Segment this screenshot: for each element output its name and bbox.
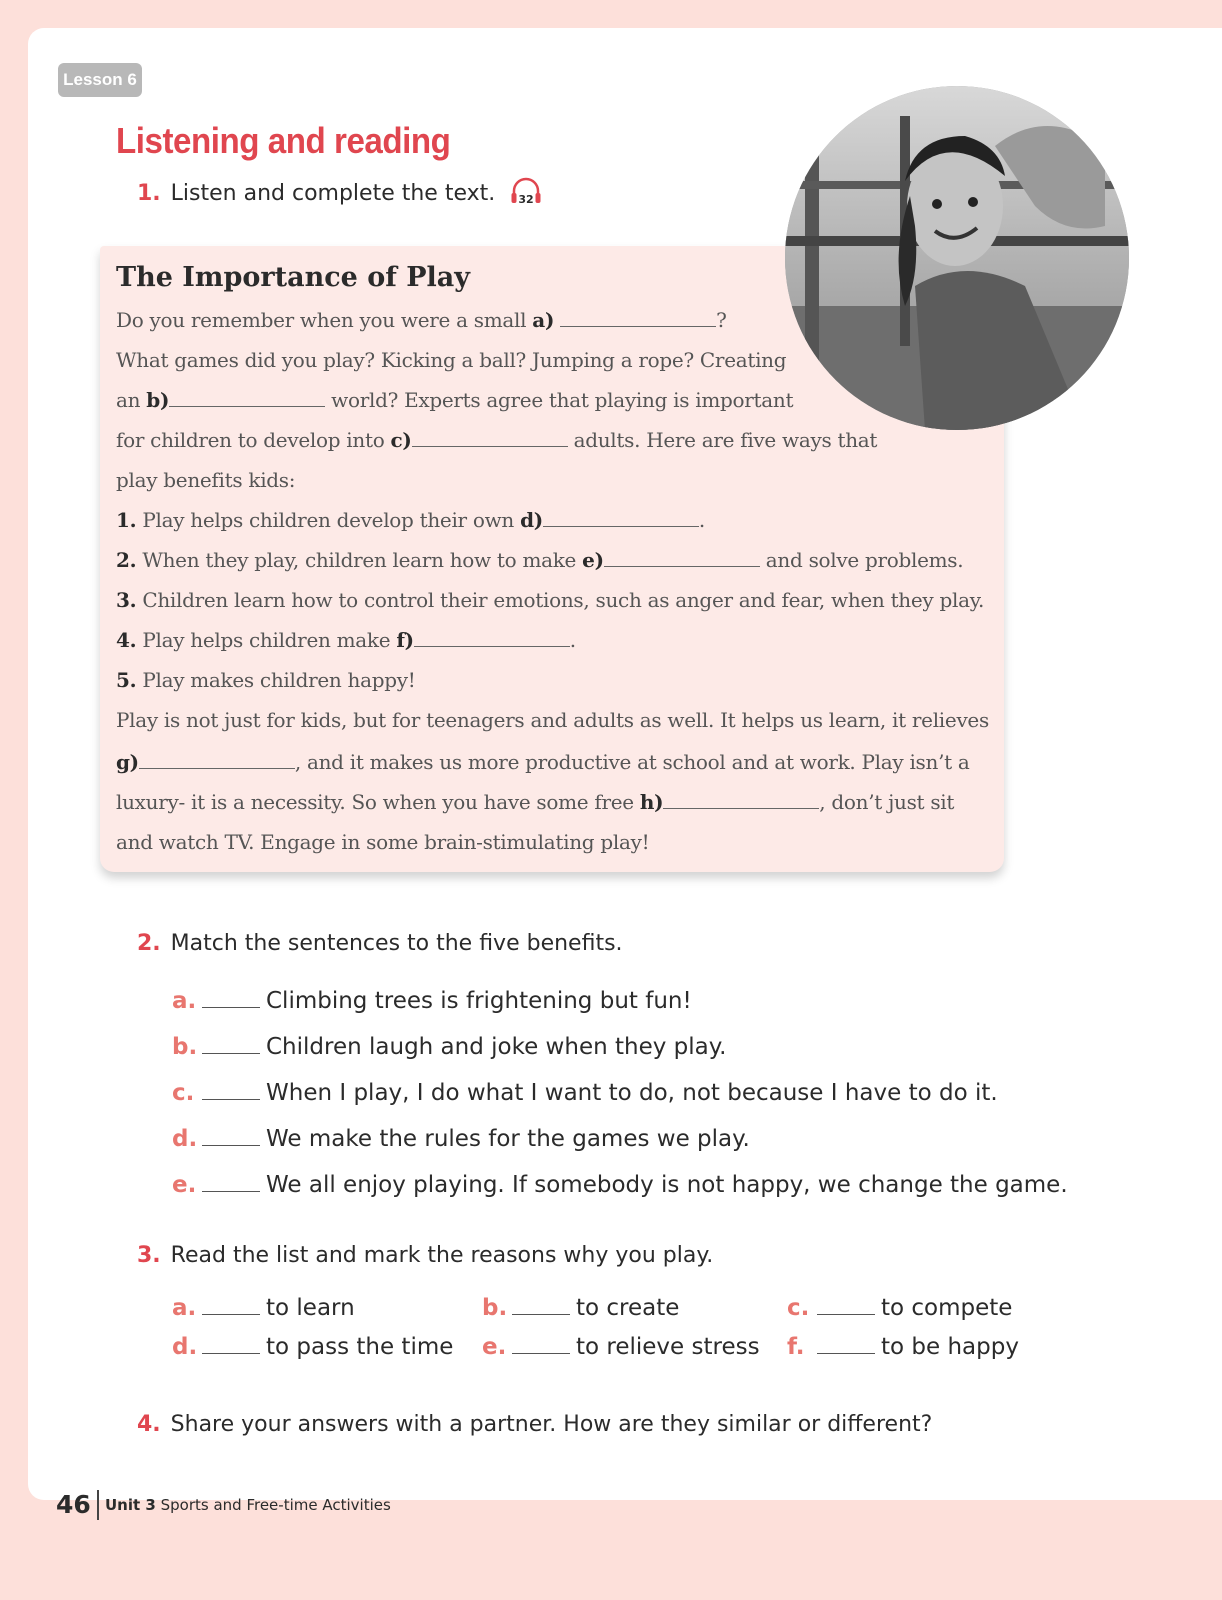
answer-blank[interactable] — [817, 1337, 875, 1354]
list-number: 2. — [116, 548, 137, 572]
exercise-number: 1. — [137, 181, 161, 206]
page-number: 46 — [56, 1490, 91, 1519]
item-letter: d. — [172, 1334, 198, 1360]
item-letter: c. — [172, 1080, 195, 1106]
answer-blank-b[interactable] — [169, 388, 325, 407]
answer-blank[interactable] — [202, 991, 260, 1008]
answer-blank-g[interactable] — [139, 750, 295, 769]
item-text: to compete — [881, 1295, 1013, 1321]
text-segment: . — [698, 508, 705, 532]
reason-item — [482, 1295, 679, 1321]
text-segment: Play makes children happy! — [136, 668, 416, 692]
unit-label: Unit 3 — [105, 1496, 156, 1514]
item-letter: f. — [787, 1334, 805, 1360]
reading-line — [116, 790, 954, 814]
footer-divider — [97, 1490, 99, 1520]
answer-blank[interactable] — [202, 1129, 260, 1146]
text-segment: , and it makes us more productive at school and at work. Play isn’t a — [294, 750, 970, 774]
text-segment: ? — [716, 308, 727, 332]
text-segment: and solve problems. — [759, 548, 964, 572]
text-segment: Play helps children make — [136, 628, 397, 652]
answer-blank-d[interactable] — [543, 508, 699, 527]
text-segment: Do you remember when you were a small — [116, 308, 533, 332]
exercise-number: 2. — [137, 931, 161, 956]
exercise-4 — [137, 1412, 932, 1437]
reason-item — [172, 1295, 355, 1321]
exercise-instruction: Read the list and mark the reasons why you play. — [170, 1243, 714, 1268]
answer-blank[interactable] — [817, 1298, 875, 1315]
reading-line: play benefits kids: — [116, 468, 296, 492]
footer-unit-title — [105, 1496, 391, 1514]
exercise-instruction: Share your answers with a partner. How are they similar or different? — [170, 1412, 933, 1437]
blank-label: a) — [532, 308, 555, 332]
item-letter: b. — [482, 1295, 508, 1321]
reading-line — [116, 588, 984, 612]
answer-blank[interactable] — [202, 1083, 260, 1100]
item-text: Climbing trees is frightening but fun! — [266, 988, 692, 1014]
list-number: 4. — [116, 628, 137, 652]
reading-line — [116, 628, 576, 652]
reading-line — [116, 508, 705, 532]
item-text: to create — [576, 1295, 680, 1321]
blank-label: h) — [639, 790, 664, 814]
reading-line — [116, 428, 877, 452]
reading-line — [116, 668, 416, 692]
blank-label: f) — [396, 628, 414, 652]
item-text: to pass the time — [266, 1334, 454, 1360]
list-number: 3. — [116, 588, 137, 612]
reading-line: Play is not just for kids, but for teenagers and adults as well. It helps us learn, it relieves — [116, 708, 989, 732]
list-number: 5. — [116, 668, 137, 692]
text-segment: an — [116, 388, 147, 412]
answer-blank[interactable] — [202, 1175, 260, 1192]
item-letter: a. — [172, 1295, 197, 1321]
text-segment: Children learn how to control their emotions, such as anger and fear, when they play. — [136, 588, 985, 612]
text-segment: . — [569, 628, 576, 652]
answer-blank[interactable] — [512, 1337, 570, 1354]
item-letter: e. — [172, 1172, 197, 1198]
blank-label: g) — [116, 750, 139, 774]
reason-item — [787, 1295, 1012, 1321]
reason-item — [787, 1334, 1019, 1360]
answer-blank-e[interactable] — [604, 548, 760, 567]
reading-line — [116, 308, 727, 332]
blank-label: b) — [146, 388, 170, 412]
text-segment: adults. Here are five ways that — [567, 428, 878, 452]
match-item — [172, 1034, 726, 1060]
headphones-icon[interactable] — [510, 176, 542, 212]
item-letter: d. — [172, 1126, 198, 1152]
text-segment: world? Experts agree that playing is important — [325, 388, 794, 412]
item-letter: b. — [172, 1034, 198, 1060]
exercise-number: 4. — [137, 1412, 161, 1437]
match-item — [172, 988, 692, 1014]
item-text: Children laugh and joke when they play. — [266, 1034, 727, 1060]
text-segment: for children to develop into — [116, 428, 391, 452]
blank-label: e) — [582, 548, 604, 572]
item-text: We all enjoy playing. If somebody is not happy, we change the game. — [266, 1172, 1068, 1198]
text-segment: luxury- it is a necessity. So when you have some free — [116, 790, 640, 814]
girl-playing-photo — [785, 86, 1129, 430]
list-number: 1. — [116, 508, 137, 532]
answer-blank[interactable] — [202, 1337, 260, 1354]
item-text: to be happy — [881, 1334, 1019, 1360]
item-letter: a. — [172, 988, 197, 1014]
text-segment: Play helps children develop their own — [136, 508, 521, 532]
reading-line: and watch TV. Engage in some brain-stimulating play! — [116, 830, 650, 854]
text-segment: When they play, children learn how to make — [136, 548, 583, 572]
answer-blank-c[interactable] — [412, 428, 568, 447]
match-item — [172, 1080, 998, 1106]
unit-name: Sports and Free-time Activities — [155, 1496, 391, 1514]
track-number: 32 — [518, 193, 534, 206]
answer-blank-f[interactable] — [414, 628, 570, 647]
blank-label: c) — [390, 428, 412, 452]
exercise-number: 3. — [137, 1243, 161, 1268]
answer-blank-h[interactable] — [663, 790, 819, 809]
answer-blank[interactable] — [202, 1298, 260, 1315]
reading-line — [116, 388, 793, 412]
item-text: When I play, I do what I want to do, not because I have to do it. — [266, 1080, 998, 1106]
exercise-2 — [137, 931, 623, 956]
item-letter: c. — [787, 1295, 810, 1321]
reading-title: The Importance of Play — [116, 262, 470, 293]
item-letter: e. — [482, 1334, 507, 1360]
answer-blank-a[interactable] — [560, 308, 716, 327]
item-text: to relieve stress — [576, 1334, 760, 1360]
match-item — [172, 1126, 750, 1152]
item-text: We make the rules for the games we play. — [266, 1126, 750, 1152]
blank-label: d) — [520, 508, 543, 532]
exercise-instruction: Listen and complete the text. — [170, 181, 496, 206]
answer-blank[interactable] — [512, 1298, 570, 1315]
text-segment: , don’t just sit — [819, 790, 955, 814]
exercise-instruction: Match the sentences to the five benefits. — [170, 931, 623, 956]
exercise-1 — [137, 176, 542, 212]
answer-blank[interactable] — [202, 1037, 260, 1054]
section-title: Listening and reading — [116, 120, 451, 161]
item-text: to learn — [266, 1295, 355, 1321]
reason-item — [172, 1334, 453, 1360]
reading-line — [116, 548, 963, 572]
lesson-tag: Lesson 6 — [58, 63, 142, 97]
reading-line: What games did you play? Kicking a ball? Jumping a rope? Creating — [116, 348, 787, 372]
reading-line — [116, 750, 970, 774]
reason-item — [482, 1334, 760, 1360]
match-item — [172, 1172, 1068, 1198]
exercise-3 — [137, 1243, 713, 1268]
